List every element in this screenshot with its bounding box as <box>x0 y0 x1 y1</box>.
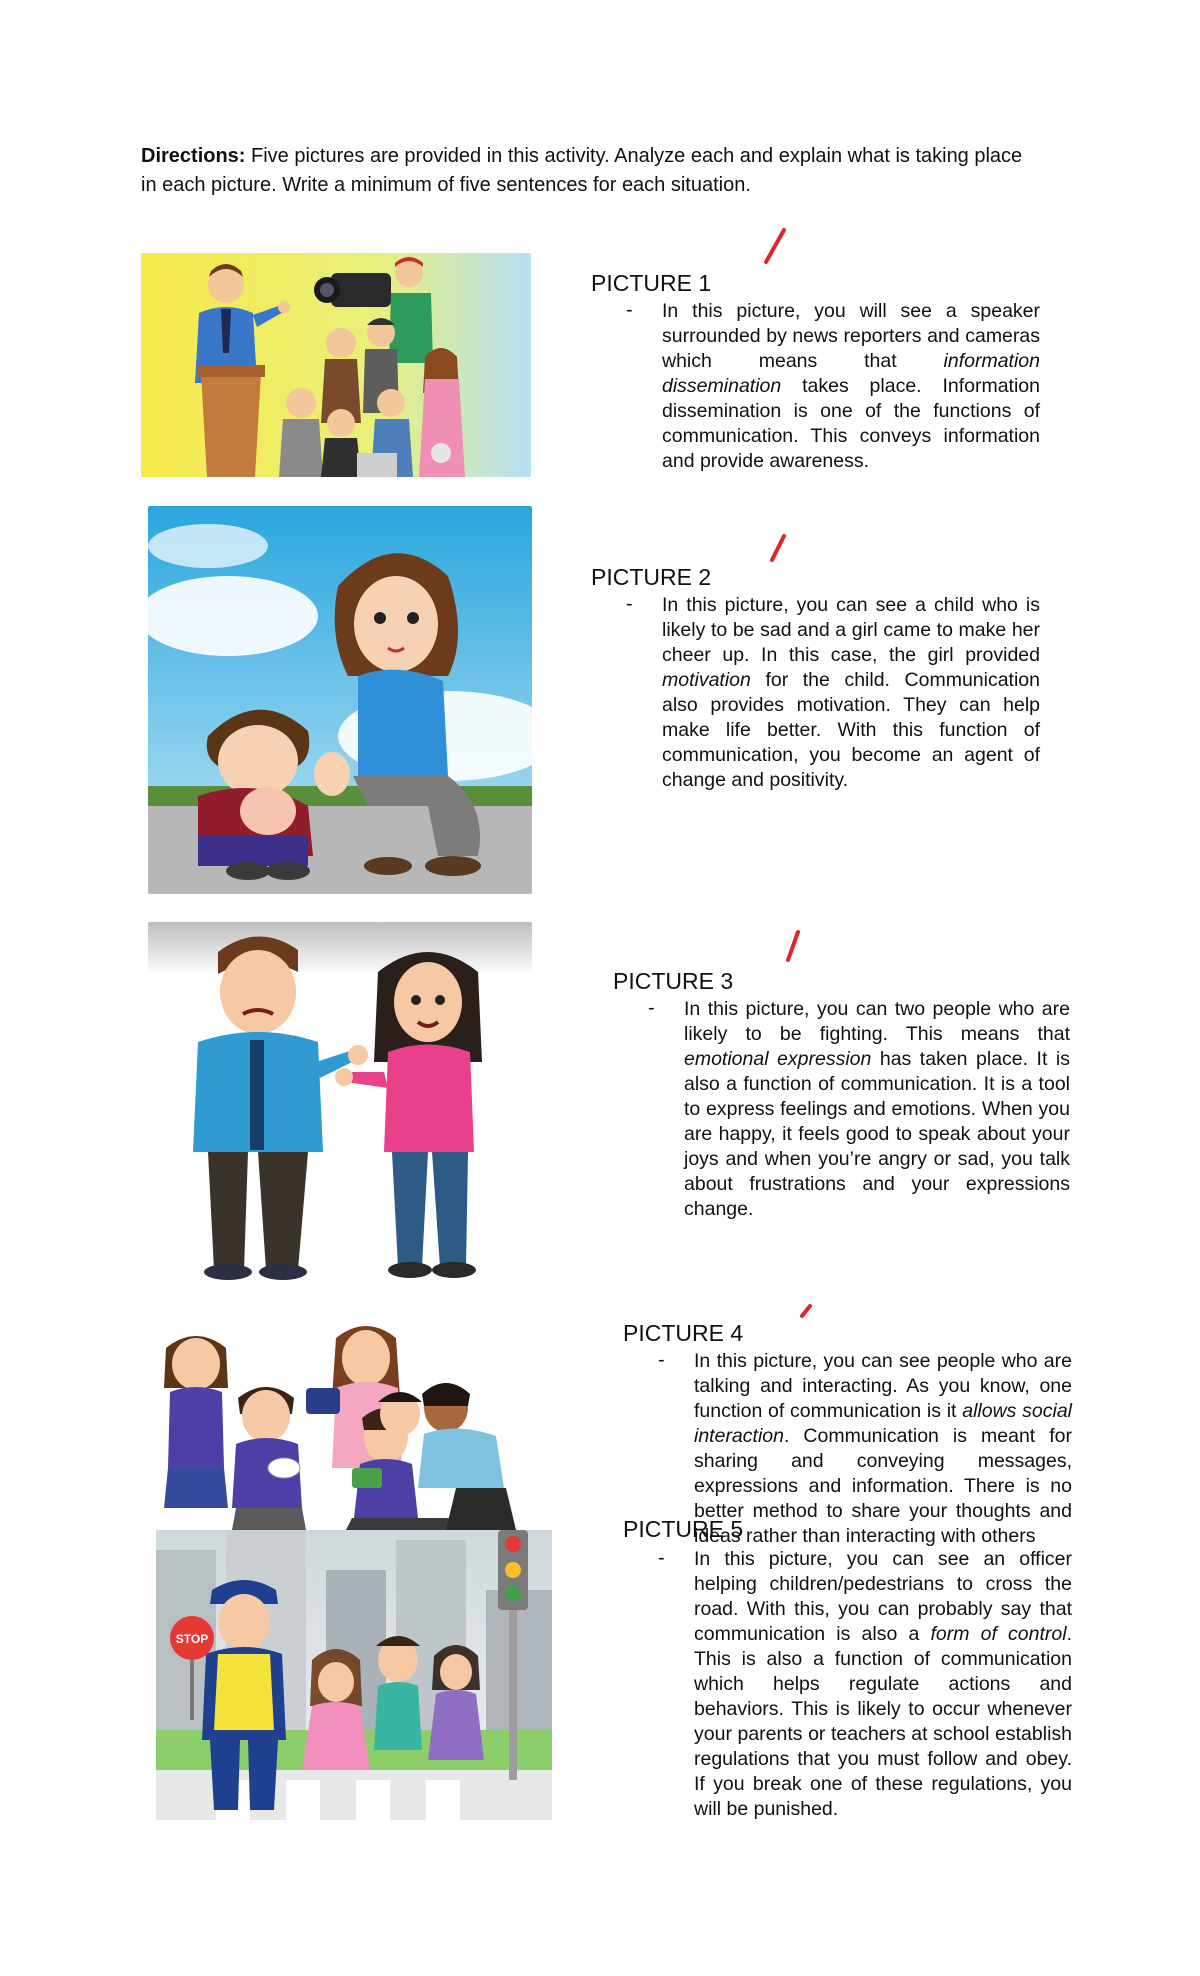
directions-text: Five pictures are provided in this activity. Analyze each and explain what is taking place in each picture. Write a minimum of five sentences for each situation. <box>141 145 1023 196</box>
check-mark-icon <box>760 226 790 266</box>
picture-2-title: PICTURE 2 <box>591 564 712 590</box>
picture-2-image <box>148 506 532 894</box>
picture-2-text <box>662 593 1040 793</box>
comforting-child-icon <box>148 506 532 894</box>
picture-3-text-italic: emotional expression <box>684 1048 872 1070</box>
check-mark-icon <box>796 1296 826 1336</box>
picture-1-bullet: - <box>626 299 633 321</box>
picture-4-text-seg: . Communication is meant for sharing and conveying messages, expressions and information. There is no better method to share your thoughts and ideas rather than interacting with others <box>694 1425 1072 1547</box>
stop-sign-text: STOP <box>175 1632 209 1646</box>
picture-4-text <box>694 1349 1072 1549</box>
picture-1-title: PICTURE 1 <box>591 270 712 296</box>
picture-4-image <box>156 1318 534 1530</box>
picture-5-title: PICTURE 5 <box>623 1516 744 1542</box>
directions-label: Directions: <box>141 145 246 167</box>
picture-2-text-italic: motivation <box>662 669 751 691</box>
press-conference-icon <box>141 253 531 477</box>
picture-2-text-seg: In this picture, you can see a child who is likely to be sad and a girl came to make her cheer up. In this case, the girl provided <box>662 594 1040 666</box>
picture-4-bullet: - <box>658 1349 665 1371</box>
picture-3-title: PICTURE 3 <box>613 968 734 994</box>
picture-3-image <box>148 922 532 1280</box>
picture-5-text-seg: . This is also a function of communication which helps regulate actions and behaviors. This is likely to occur whenever your parents or teachers at school establish regulations that you must follow and obey. If you break one of these regulations, you will be punished. <box>694 1623 1072 1820</box>
check-mark-icon <box>764 528 794 568</box>
picture-1-text-seg: In this picture, you will see a speaker surrounded by news reporters and cameras which means that <box>662 300 1040 372</box>
picture-5-text-seg: In this picture, you can see an officer helping children/pedestrians to cross the road. With this, you can probably say that communication is also a <box>694 1548 1072 1645</box>
picture-3-text <box>684 997 1070 1222</box>
directions <box>141 142 1041 200</box>
arguing-couple-icon <box>148 922 532 1280</box>
picture-5-text-italic: form of control <box>930 1623 1067 1645</box>
picture-1-text-seg: takes place. Information dissemination is one of the functions of communication. This conveys information and provide awareness. <box>662 375 1040 472</box>
picture-3-text-seg: has taken place. It is also a function of communication. It is a tool to express feelings and emotions. When you are happy, it feels good to speak about your joys and when you’re angry or sad, you talk about frustrations and your expressions change. <box>684 1048 1070 1220</box>
picture-4-text-italic: allows social interaction <box>694 1400 1072 1447</box>
picture-1-text <box>662 299 1040 474</box>
picture-2-bullet: - <box>626 593 633 615</box>
picture-5-text <box>694 1547 1072 1822</box>
check-mark-icon <box>780 926 810 966</box>
picture-4-text-seg: In this picture, you can see people who are talking and interacting. As you know, one function of communication is it <box>694 1350 1072 1422</box>
picture-5-bullet: - <box>658 1547 665 1569</box>
traffic-officer-icon <box>156 1530 552 1820</box>
picture-4-title: PICTURE 4 <box>623 1320 744 1346</box>
students-interacting-icon <box>156 1318 534 1530</box>
picture-1-text-italic: information dissemination <box>662 350 1040 397</box>
picture-3-text-seg: In this picture, you can two people who are likely to be fighting. This means that <box>684 998 1070 1045</box>
picture-3-bullet: - <box>648 997 655 1019</box>
picture-5-image <box>156 1530 552 1820</box>
picture-2-text-seg: for the child. Communication also provides motivation. They can help make life better. With this function of communication, you become an agent of change and positivity. <box>662 669 1040 791</box>
picture-1-image <box>141 253 531 477</box>
